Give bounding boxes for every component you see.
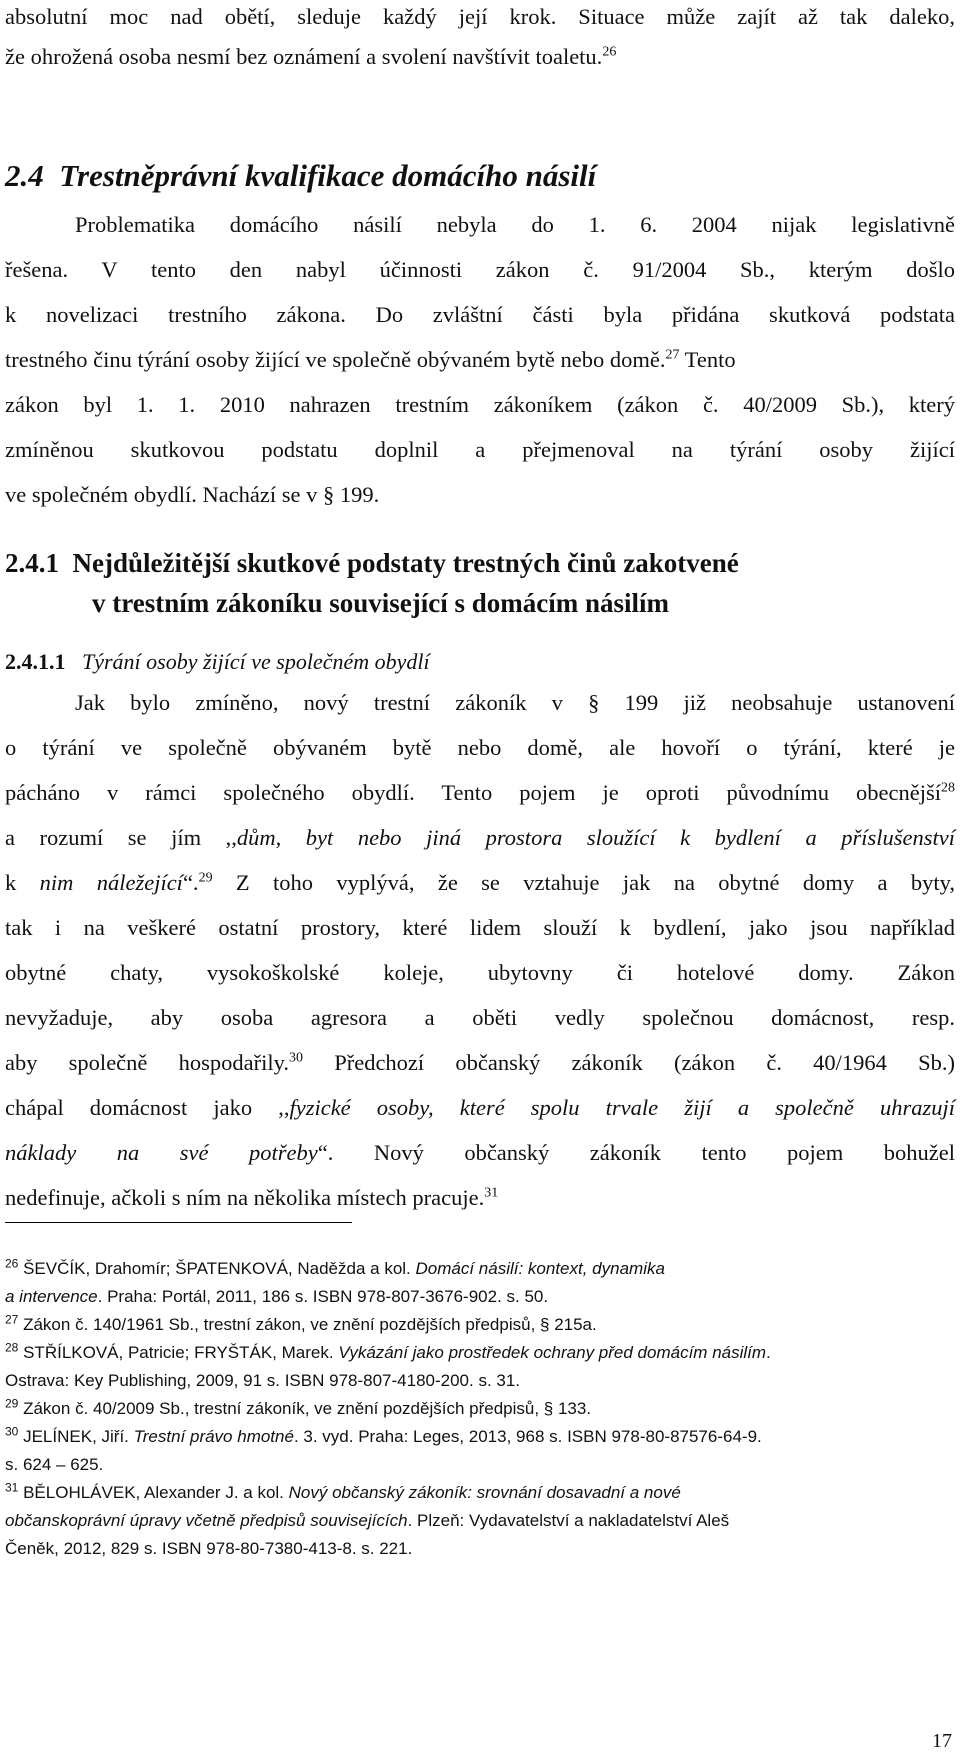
- subsection-title: Nejdůležitější skutkové podstaty trestných činů zakotvené: [72, 548, 739, 578]
- subsubsection-number: 2.4.1.1: [5, 649, 66, 674]
- footnote-31-cont: občanskoprávní úpravy včetně předpisů souvisejících. Plzeň: Vydavatelství a nakladatelství Aleš: [5, 1511, 730, 1530]
- footnote-number: 31: [5, 1480, 19, 1495]
- footnote-separator: [5, 1222, 352, 1223]
- subsubsection-title: Týrání osoby žijící ve společném obydlí: [82, 649, 430, 674]
- body-line: náklady na své potřeby“. Nový občanský zákoník tento pojem bohužel: [5, 1140, 955, 1165]
- section-heading: [5, 158, 596, 194]
- body-line: o týrání ve společně obývaném bytě nebo domě, ale hovoří o týrání, které je: [5, 735, 955, 760]
- body-line: a rozumí se jím ,,dům, byt nebo jiná prostora sloužící k bydlení a příslušenství: [5, 825, 955, 850]
- body-line: trestného činu týrání osoby žijící ve společně obývaném bytě nebo domě.$^{27}$ Tento: [5, 347, 736, 372]
- subsection-heading: [5, 548, 739, 579]
- body-line: absolutní moc nad obětí, sleduje každý její krok. Situace může zajít až tak daleko,: [5, 4, 955, 29]
- footnote-28: $^{28}$ STŘÍLKOVÁ, Patricie; FRYŠTÁK, Marek. Vykázání jako prostředek ochrany před domácím násilím.: [5, 1340, 771, 1362]
- footnote-number: 30: [5, 1424, 19, 1439]
- footnote-number: 29: [5, 1396, 19, 1411]
- body-line: chápal domácnost jako ,,fyzické osoby, které spolu trvale žijí a společně uhrazují: [5, 1095, 955, 1120]
- page-number: 17: [932, 1730, 952, 1752]
- subsection-heading-line2: v trestním zákoníku související s domácím násilím: [92, 588, 670, 618]
- body-line: Problematika domácího násilí nebyla do 1. 6. 2004 nijak legislativně: [75, 212, 955, 237]
- body-line: k nim náležející“.$^{29}$ Z toho vyplývá, že se vztahuje jak na obytné domy a byty,: [5, 870, 955, 895]
- body-line: nevyžaduje, aby osoba agresora a oběti vedly společnou domácnost, resp.: [5, 1005, 955, 1030]
- footnote-31: $^{31}$ BĚLOHLÁVEK, Alexander J. a kol. Nový občanský zákoník: srovnání dosavadní a nové: [5, 1480, 681, 1502]
- footnote-ref[interactable]: 29: [198, 870, 213, 886]
- body-line: Jak bylo zmíněno, nový trestní zákoník v § 199 již neobsahuje ustanovení: [75, 690, 955, 715]
- footnote-31-cont2: Čeněk, 2012, 829 s. ISBN 978-80-7380-413-8. s. 221.: [5, 1539, 413, 1558]
- body-line: k novelizaci trestního zákona. Do zvláštní části byla přidána skutková podstata: [5, 302, 955, 327]
- body-line: nedefinuje, ačkoli s ním na několika místech pracuje.$^{31}$: [5, 1185, 499, 1210]
- footnote-ref[interactable]: 26: [602, 44, 617, 60]
- subsection-number: 2.4.1: [5, 548, 59, 578]
- footnote-26-cont: a intervence. Praha: Portál, 2011, 186 s. ISBN 978-807-3676-902. s. 50.: [5, 1287, 549, 1306]
- footnote-29: $^{29}$ Zákon č. 40/2009 Sb., trestní zákoník, ve znění pozdějších předpisů, § 133.: [5, 1396, 592, 1418]
- body-line: zmíněnou skutkovou podstatu doplnil a přejmenoval na týrání osoby žijící: [5, 437, 955, 462]
- footnote-number: 26: [5, 1256, 19, 1271]
- footnote-26: $^{26}$ ŠEVČÍK, Drahomír; ŠPATENKOVÁ, Naděžda a kol. Domácí násilí: kontext, dynamika: [5, 1256, 665, 1278]
- subsubsection-heading: [5, 649, 430, 675]
- footnote-30: $^{30}$ JELÍNEK, Jiří. Trestní právo hmotné. 3. vyd. Praha: Leges, 2013, 968 s. ISBN 978-80-87576-64-9.: [5, 1424, 762, 1446]
- body-line: obytné chaty, vysokoškolské koleje, ubytovny či hotelové domy. Zákon: [5, 960, 955, 985]
- footnote-ref[interactable]: 31: [484, 1185, 499, 1201]
- body-line: zákon byl 1. 1. 2010 nahrazen trestním zákoníkem (zákon č. 40/2009 Sb.), který: [5, 392, 955, 417]
- footnote-ref[interactable]: 27: [665, 347, 680, 363]
- body-line: ve společném obydlí. Nachází se v § 199.: [5, 482, 380, 507]
- body-line: pácháno v rámci společného obydlí. Tento pojem je oproti původnímu obecnější$^{28}$: [5, 780, 955, 805]
- footnote-ref[interactable]: 30: [289, 1050, 303, 1066]
- body-line: řešena. V tento den nabyl účinnosti zákon č. 91/2004 Sb., kterým došlo: [5, 257, 955, 282]
- footnote-number: 27: [5, 1312, 19, 1327]
- body-line: že ohrožená osoba nesmí bez oznámení a svolení navštívit toaletu.$^{26}$: [5, 44, 617, 69]
- footnote-28-cont: Ostrava: Key Publishing, 2009, 91 s. ISBN 978-807-4180-200. s. 31.: [5, 1371, 521, 1390]
- footnote-27: $^{27}$ Zákon č. 140/1961 Sb., trestní zákon, ve znění pozdějších předpisů, § 215a.: [5, 1312, 597, 1334]
- footnote-30-cont: s. 624 – 625.: [5, 1455, 104, 1474]
- body-line: aby společně hospodařily.$^{30}$ Předchozí občanský zákoník (zákon č. 40/1964 Sb.): [5, 1050, 956, 1075]
- section-title: Trestněprávní kvalifikace domácího násilí: [59, 158, 597, 193]
- footnote-number: 28: [5, 1340, 19, 1355]
- section-number: 2.4: [5, 158, 44, 193]
- body-line: tak i na veškeré ostatní prostory, které lidem slouží k bydlení, jako jsou například: [5, 915, 955, 940]
- footnote-ref[interactable]: 28: [941, 780, 955, 796]
